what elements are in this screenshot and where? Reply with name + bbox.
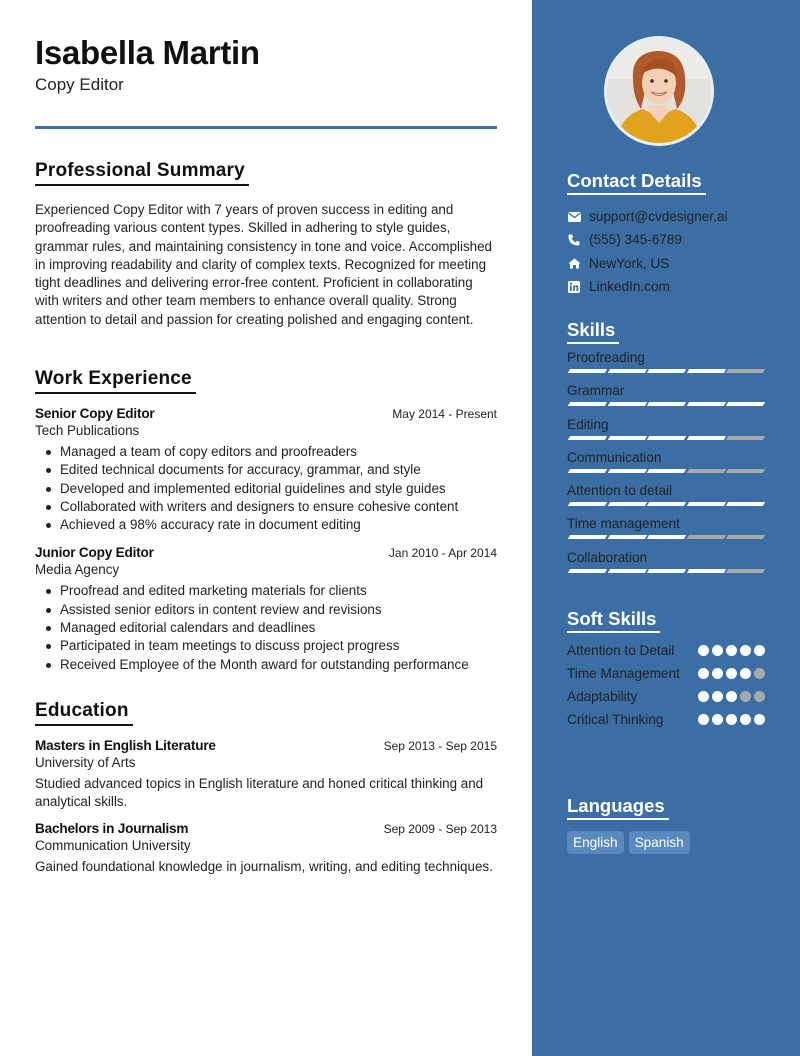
languages-section [567,795,765,854]
skill-level-bar [567,402,765,406]
skills-section [567,319,765,578]
soft-skills-list [567,642,765,729]
rating-dot [698,714,709,725]
skill-label: Proofreading [567,350,645,365]
rating-dot [698,691,709,702]
languages-title: Languages [567,795,669,820]
linkedin-icon [567,280,581,294]
skill-level-segment [568,502,607,506]
education-entry [35,821,497,876]
rating-dot [712,645,723,656]
skill-level-segment [568,569,607,573]
skill-item [567,345,765,378]
rating-dot [754,645,765,656]
skill-label: Attention to detail [567,483,673,499]
skill-level-segment [647,469,686,473]
skill-label: Collaboration [567,549,648,565]
skill-level-segment [686,469,725,473]
job-bullet: Assisted senior editors in content review and revisions [35,601,497,619]
soft-skill-item [567,642,765,660]
rating-dot [726,645,737,656]
skill-level-segment [607,436,646,440]
job-title: Junior Copy Editor [35,545,154,561]
rating-dot [740,714,751,725]
skill-level-segment [568,402,607,406]
soft-skill-rating [698,688,765,706]
skill-level-bar [567,436,765,440]
soft-skill-item [567,665,765,683]
skill-level-segment [647,369,686,373]
soft-skill-item [567,688,765,706]
rating-dot [740,691,751,702]
skill-level-bar [567,535,765,539]
job-bullet: Edited technical documents for accuracy, grammar, and style [35,461,497,479]
skill-level-segment [726,569,765,573]
job-bullets [35,582,497,673]
contact-linkedin[interactable] [567,275,765,298]
rating-dot [726,691,737,702]
rating-dot [726,714,737,725]
job-bullet: Received Employee of the Month award for outstanding performance [35,656,497,674]
language-tag: English [567,831,624,854]
skill-level-segment [568,469,607,473]
skill-level-segment [568,436,607,440]
skill-item [567,478,765,511]
skills-list [567,345,765,578]
soft-skill-label: Time Management [567,666,680,681]
skill-item [567,412,765,445]
job-bullet: Developed and implemented editorial guidelines and style guides [35,480,497,498]
soft-skills-title: Soft Skills [567,608,660,633]
skill-label: Time management [567,516,680,532]
job-bullet: Collaborated with writers and designers to ensure cohesive content [35,498,497,516]
skill-level-segment [607,502,646,506]
rating-dot [712,714,723,725]
summary-section [35,160,497,329]
rating-dot [754,668,765,679]
skill-level-segment [647,436,686,440]
skill-item [567,445,765,478]
skill-level-segment [726,436,765,440]
skill-level-bar [567,502,765,506]
skill-label: Editing [567,416,609,432]
skill-level-segment [647,402,686,406]
education-title: Education [35,700,133,726]
skill-level-segment [726,469,765,473]
education-date: Sep 2013 - Sep 2015 [383,739,497,753]
summary-title: Professional Summary [35,160,249,186]
education-entry [35,738,497,812]
soft-skill-label: Critical Thinking [567,712,664,727]
job-bullets [35,443,497,534]
job-bullet: Achieved a 98% accuracy rate in document editing [35,516,497,534]
contact-title: Contact Details [567,170,706,195]
summary-text: Experienced Copy Editor with 7 years of proven success in editing and proofreading various content types. Skilled in adhering to style guides, grammar rules, and maintaining consistency in tone and voice. Accomplished in improving readability and clarity of complex texts. Recognized for meeting tight deadlines and delivering error-free content. Proficient in collaborating with writers and other team members to enhance overall quality. Strong attention to detail and passion for creating polished and engaging content. [35,202,493,327]
skill-level-segment [607,569,646,573]
skill-level-bar [567,469,765,473]
job-bullet: Proofread and edited marketing materials for clients [35,582,497,600]
soft-skill-item [567,711,765,729]
skill-item [567,511,765,544]
rating-dot [726,668,737,679]
skill-level-segment [568,535,607,539]
skill-level-segment [607,469,646,473]
rating-dot [712,691,723,702]
rating-dot [754,691,765,702]
skill-level-bar [567,569,765,573]
skill-level-segment [647,502,686,506]
education-date: Sep 2009 - Sep 2013 [383,821,497,836]
rating-dot [698,668,709,679]
job-entry [35,545,497,673]
soft-skill-label: Adaptability [567,689,638,704]
job-bullet: Managed a team of copy editors and proofreaders [35,443,497,461]
contact-location [567,252,765,275]
soft-skill-rating [698,642,765,660]
soft-skill-rating [698,665,765,683]
job-date: May 2014 - Present [392,407,497,421]
skill-level-segment [686,402,725,406]
job-org: Tech Publications [35,423,140,438]
education-desc: Gained foundational knowledge in journalism, writing, and editing techniques. [35,858,493,874]
rating-dot [740,668,751,679]
rating-dot [698,645,709,656]
skill-level-segment [568,369,607,373]
soft-skill-label: Attention to Detail [567,643,675,658]
phone-icon [567,233,581,247]
portrait-illustration [607,39,711,143]
job-bullet: Managed editorial calendars and deadlines [35,619,497,637]
home-icon [567,256,581,270]
skill-level-segment [686,535,725,539]
languages-list [567,831,765,854]
skill-level-segment [607,369,646,373]
degree: Bachelors in Journalism [35,820,189,836]
work-title: Work Experience [35,368,196,394]
email-text: support@cvdesigner.ai [589,209,728,225]
job-date: Jan 2010 - Apr 2014 [388,546,497,561]
work-section [35,368,497,674]
linkedin-text: LinkedIn.com [589,279,670,295]
rating-dot [754,714,765,725]
candidate-name: Isabella Martin [35,34,260,71]
degree: Masters in English Literature [35,738,216,753]
school: Communication University [35,837,191,853]
skill-level-segment [686,436,725,440]
rating-dot [740,645,751,656]
job-entry [35,406,497,534]
skill-item [567,378,765,411]
skill-level-segment [647,535,686,539]
rating-dot [712,668,723,679]
location-text: NewYork, US [589,255,670,271]
skill-level-segment [607,535,646,539]
skill-level-segment [726,502,765,506]
skill-level-segment [607,402,646,406]
job-org: Media Agency [35,562,120,578]
skill-level-segment [726,369,765,373]
skill-label: Grammar [567,383,625,399]
skill-level-segment [686,502,725,506]
skill-level-segment [686,569,725,573]
candidate-role: Copy Editor [35,75,124,94]
job-bullet: Participated in team meetings to discuss project progress [35,637,497,655]
skill-level-segment [726,402,765,406]
job-title: Senior Copy Editor [35,406,155,421]
skill-level-segment [686,369,725,373]
skill-level-segment [647,569,686,573]
soft-skills-section [567,608,765,729]
skill-level-segment [726,535,765,539]
soft-skill-rating [698,711,765,729]
contact-phone[interactable] [567,228,765,251]
skill-level-bar [567,369,765,373]
education-section [35,700,497,876]
skill-item [567,545,765,578]
education-desc: Studied advanced topics in English literature and honed critical thinking and analytical skills. [35,776,484,810]
envelope-icon [567,210,581,224]
skills-title: Skills [567,319,619,344]
phone-text: (555) 345-6789 [589,232,682,248]
contact-email[interactable] [567,205,765,228]
skill-label: Communication [567,449,662,465]
profile-photo [604,36,714,146]
header-divider [35,126,497,129]
language-tag: Spanish [629,831,690,854]
contact-section [567,170,765,298]
school: University of Arts [35,755,136,770]
